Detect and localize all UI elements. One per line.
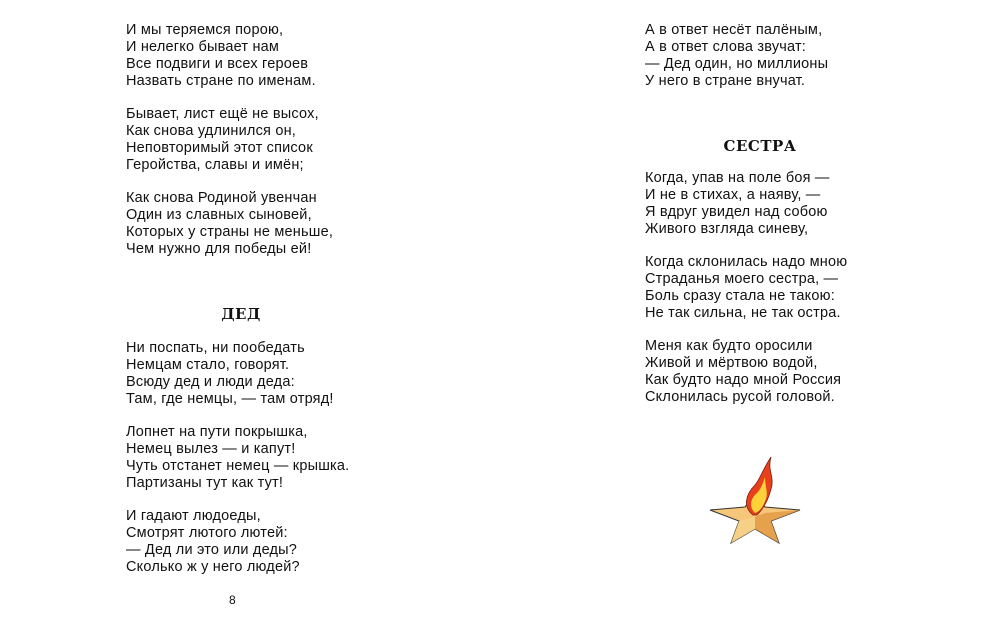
eternal-flame-star-icon	[705, 455, 805, 545]
poem-sestra	[645, 170, 965, 406]
verse-line: Лопнет на пути покрышка,	[126, 424, 308, 440]
verse-line: Склонилась русой головой.	[645, 389, 835, 405]
right-page	[500, 0, 1000, 617]
poem-ded	[126, 340, 426, 576]
verse-line: Ни поспать, ни пообедать	[126, 340, 305, 356]
right-text-column	[645, 22, 965, 422]
verse-line: Геройства, славы и имён;	[126, 157, 304, 173]
verse-line: Неповторимый этот список	[126, 140, 313, 156]
verse-line: Немцам стало, говорят.	[126, 357, 290, 373]
stanza	[126, 340, 426, 408]
poem-continuation	[126, 22, 426, 258]
verse-line: Когда, упав на поле боя —	[645, 170, 830, 186]
verse-line: Чем нужно для победы ей!	[126, 241, 312, 257]
stanza	[645, 170, 965, 238]
verse-line: Сколько ж у него людей?	[126, 559, 300, 575]
poem-ded-ending	[645, 22, 965, 90]
verse-line: Назвать стране по именам.	[126, 73, 316, 89]
verse-line: Живого взгляда синеву,	[645, 221, 809, 237]
verse-line: Бывает, лист ещё не высох,	[126, 106, 319, 122]
verse-line: Живой и мёртвою водой,	[645, 355, 818, 371]
verse-line: И не в стихах, а наяву, —	[645, 187, 821, 203]
verse-line: Немец вылез — и капут!	[126, 441, 296, 457]
stanza	[126, 424, 426, 492]
verse-line: Я вдруг увидел над собою	[645, 204, 828, 220]
verse-line: А в ответ слова звучат:	[645, 39, 807, 55]
stanza	[645, 338, 965, 406]
verse-line: Как снова удлинился он,	[126, 123, 297, 139]
verse-line: Чуть отстанет немец — крышка.	[126, 458, 350, 474]
stanza	[645, 22, 965, 90]
verse-line: Страданья моего сестра, —	[645, 271, 839, 287]
poem-title-ded: ДЕД	[221, 305, 261, 323]
verse-line: И гадают людоеды,	[126, 508, 261, 524]
stanza	[645, 254, 965, 322]
verse-line: — Дед один, но миллионы	[645, 56, 829, 72]
verse-line: Не так сильна, не так остра.	[645, 305, 841, 321]
verse-line: И нелегко бывает нам	[126, 39, 280, 55]
left-text-column	[126, 22, 426, 592]
verse-line: Меня как будто оросили	[645, 338, 813, 354]
stanza	[126, 190, 426, 258]
verse-line: У него в стране внучат.	[645, 73, 806, 89]
verse-line: И мы теряемся порою,	[126, 22, 284, 38]
stanza	[126, 106, 426, 174]
verse-line: Как снова Родиной увенчан	[126, 190, 317, 206]
page-number: 8	[229, 593, 236, 607]
verse-line: — Дед ли это или деды?	[126, 542, 298, 558]
verse-line: Боль сразу стала не такою:	[645, 288, 835, 304]
verse-line: Все подвиги и всех героев	[126, 56, 309, 72]
stanza	[126, 508, 426, 576]
verse-line: А в ответ несёт палёным,	[645, 22, 823, 38]
verse-line: Которых у страны не меньше,	[126, 224, 334, 240]
star-shade-left	[731, 517, 755, 543]
verse-line: Как будто надо мной Россия	[645, 372, 842, 388]
verse-line: Один из славных сыновей,	[126, 207, 312, 223]
verse-line: Партизаны тут как тут!	[126, 475, 284, 491]
verse-line: Когда склонилась надо мною	[645, 254, 848, 270]
stanza	[126, 22, 426, 90]
verse-line: Всюду дед и люди деда:	[126, 374, 295, 390]
poem-title-sestra: СЕСТРА	[723, 137, 797, 155]
verse-line: Смотрят лютого лютей:	[126, 525, 288, 541]
verse-line: Там, где немцы, — там отряд!	[126, 391, 334, 407]
